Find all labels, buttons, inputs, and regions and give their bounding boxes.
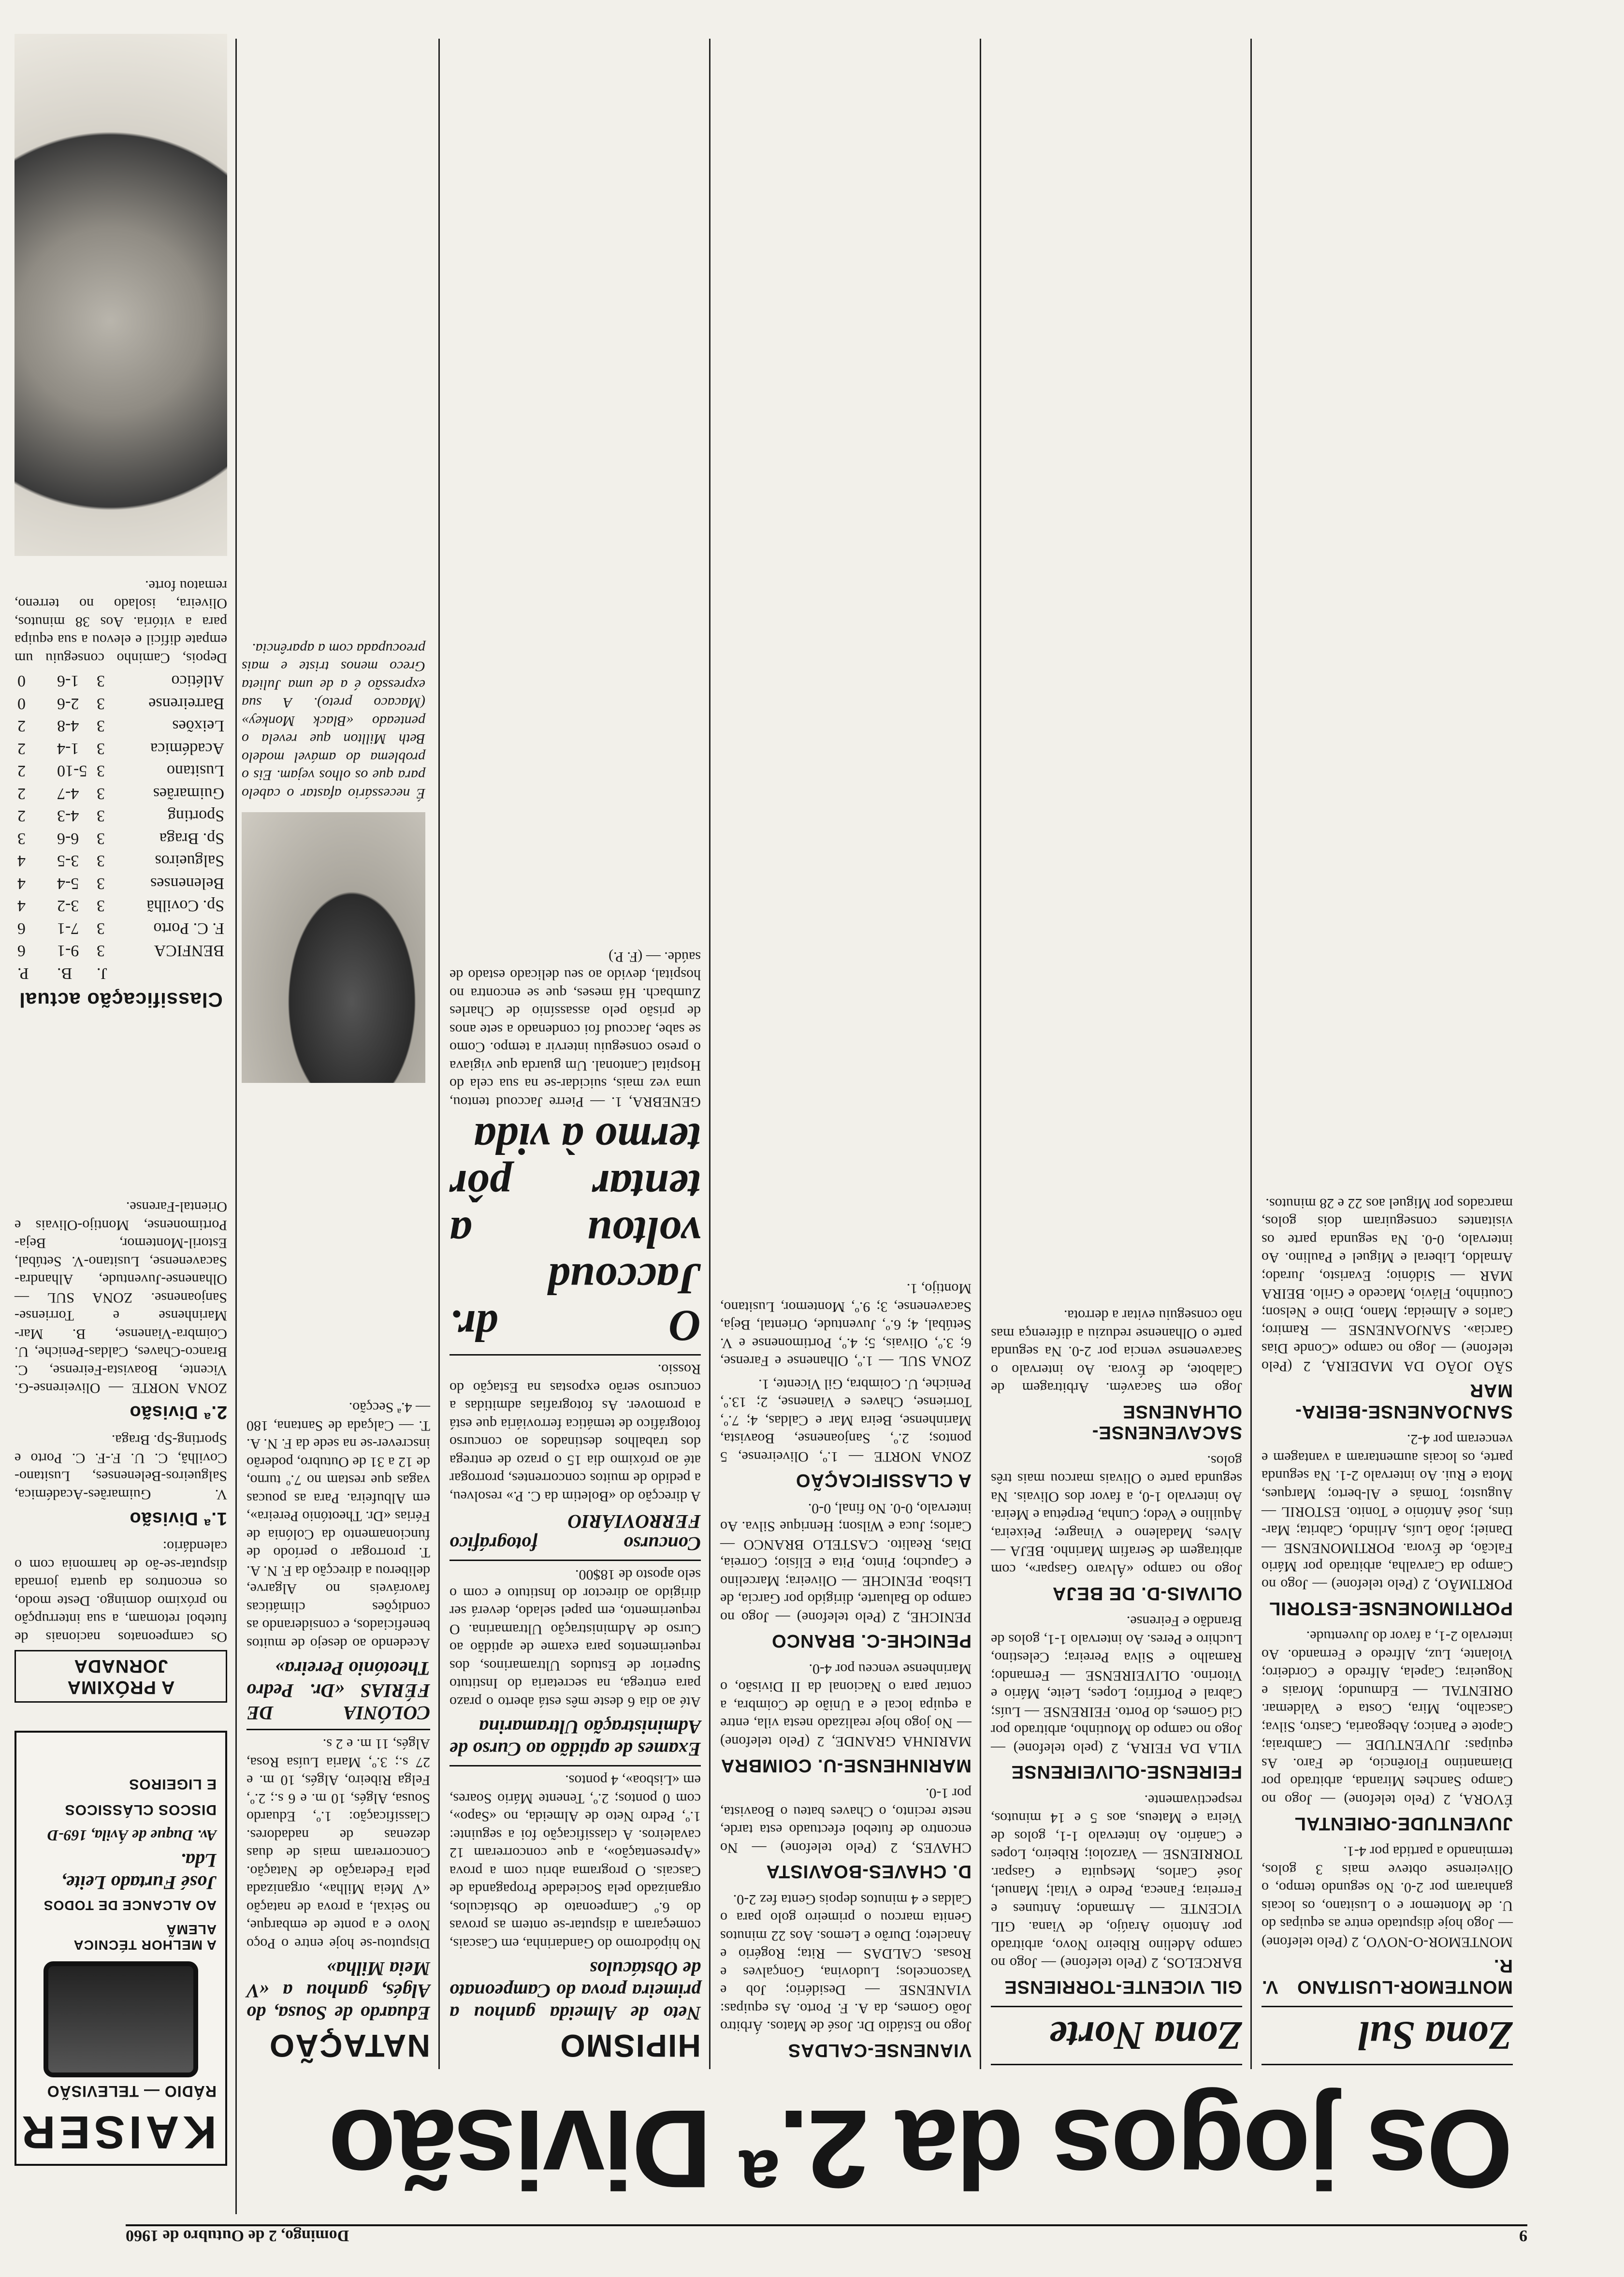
match-text: BARCELOS, 2 (Pelo telefone) — Jogo no campo Adelino Ribeiro Novo, arbitrado por Antonio Araújo, de Viana. GIL VICENTE — Armando; Antunes e Ferreira; Faneca, Pedro e Vital; Manuel, José Carlos, Mesquita e Gaspar. TORRIENSE — Varzoloi; Ribeiro, Lopes e Canário. Ao intervalo 1-1, golos de Vieira e Mateus, aos 5 e 14 minutos, respectivamente. — [991, 1792, 1242, 1971]
colonia-text: Acedendo ao desejo de muitos beneficiados, e considerando as condições climáticas favoráveis no Algarve, deliberou a direcção da F. N. A. T. prorrogar o período de funcionamento da Colónia de Férias «Dr. Theotónio Pereira», em Albufeira. Para as poucas vagas que restam no 7.º turno, de 12 a 31 de Outubro, poderão inscrever-se na sede da F. N. A. T. — Calçada de Santana, 180 — 4.ª Secção. — [246, 1400, 430, 1651]
match-text: PORTIMÃO, 2 (Pelo telefone) — Jogo no Campo da Carvalha, arbitrado por Mário Falcão, de Évora. PORTIMONENSE — Daniel; João Luís, Arlindo, Cabrita; Mar-tins, José António e Tonito. ESTORIL — Augusto; Tomás e Al-berto; Marques, Mota e Rui. Ao intervalo 2-1. Na segunda parte, os locais aumentaram a vantagem e venceram por 4-2. — [1262, 1431, 1513, 1593]
table-cell: 1-4 — [57, 739, 79, 758]
table-header-row — [14, 962, 227, 984]
middle-column — [720, 1275, 972, 2069]
jaccoud-title: O dr. Jaccoud voltou a tentar pôr termo à vida — [450, 1114, 701, 1351]
kaiser-line3: DISCOS CLÁSSICOS — [64, 1801, 217, 1818]
table-body — [14, 670, 227, 962]
table-cell: 6 — [17, 919, 26, 937]
kaiser-advertisement — [14, 1731, 227, 2166]
jornada-title: A PRÓXIMA JORNADA — [14, 1650, 227, 1703]
table-cell: 3-5 — [57, 852, 79, 870]
table-cell: Lusitano — [167, 762, 224, 780]
match-text: Jogo no campo «Álvaro Gaspar», com arbitragem de Serafim Marinho. BEJA — Alves, Madaleno e Vinagre; Peixeira, Aquilino e Vedo; Cunha, Perpétua e Meira. Ao intervalo 1-0, a favor dos Olivais. Na segunda parte o Olivais marcou mais três golos. — [991, 1452, 1242, 1577]
table-row — [14, 827, 227, 849]
natacao-text: Disputou-se hoje entre o Poço Novo e a ponte de embarque, no Seixal, a prova de natação «V Meia Milha», organizada pela Federação de Natação. Concorreram mais de duas dezenas de nadadores. Classificação: 1.º, Eduardo Sousa, Algés, 10 m. e 6 s.; 2.º, Felga Ribeiro, Algés, 10 m. e 27 s.; 3.º, Maria Luísa Rosa, Algés, 11 m. e 2 s. — [246, 1736, 430, 1952]
proxima-jornada-block — [14, 1193, 227, 1711]
div2-title: 2.ª Divisão — [129, 1401, 227, 1422]
match-title: OLIVAIS-D. DE BEJA — [1052, 1583, 1242, 1604]
table-cell: 3 — [97, 829, 105, 847]
features-column — [450, 943, 701, 2069]
jornada-intro: Os campeonatos nacionais de futebol retomam, a sua interrupção no próximo domingo. Deste modo, os encontros da quarta jornada disputar-se-ão de harmonia com o calendário: — [14, 1538, 227, 1645]
table-cell: 1-6 — [57, 672, 79, 690]
kaiser-address: Av. Duque de Ávila, 169-D — [47, 1826, 217, 1844]
main-headline: Os jogos da 2.ª Divisão — [330, 2087, 1513, 2211]
table-row — [14, 737, 227, 759]
table-row — [14, 715, 227, 737]
match-text: Jogo no Estádio Dr. José de Matos. Árbitro João Gomes, da A. F. Porto. As equipas: VIANENSE — Desidério; Job e Vasconcelos; Ludovina, Gonçalves e Rosas. CALDAS — Rita; Rogério e Anacleto; Durão e Lemos. Aos 22 minutos Genita marcou o primeiro golo para o Caldas e 4 minutos depois Genta fez 2-0. — [720, 1891, 972, 2035]
match-text: MONTEMOR-O-NOVO, 2 (Pelo telefone) — Jogo hoje disputado entre as equipas do U. de Montemor e o Lusitano, os locais ganharam por 2-0. No segundo tempo, o Oliveirense obteve mais 3 golos, terminando a partida por 4-1. — [1262, 1843, 1513, 1950]
table-row — [14, 692, 227, 715]
page-number: 9 — [1519, 2227, 1527, 2245]
table-cell: Barreirense — [148, 694, 224, 713]
photo-caption: É necessário afastar o cabelo para que os olhos vejam. Eis o problema do amável modelo Beth Millton que revela o penteado «Black Monkey» (Macaco preto). A sua expressão é a de uma Julieta Greco menos triste e mais preocupada com a aparência. — [242, 641, 425, 802]
natacao-title: Eduardo de Sousa, do Algés, ganhou a «V Meia Milha» — [246, 1957, 430, 2024]
television-icon — [44, 1961, 198, 2077]
match-text: PENICHE, 2 (Pelo telefone) — Jogo no campo do Baluarte, dirigido por Garcia, de Lisboa. PENICHE — Oliveira; Marcelino e Capucho; Pinto, Pita e Elísio; Correia, Dias, Realito. CASTELO BRANCO — Carlos; Juca e Wilson; Henrique Silva. Ao intervalo, 0-0. No final, 0-0. — [720, 1500, 972, 1625]
table-cell: 4 — [17, 874, 26, 892]
match-text: SÃO JOÃO DA MADEIRA, 2 (Pelo telefone) — Jogo no campo «Conde Dias Garcia». SANJOANENSE — Ramiro; Carlos e Almeida; Mano, Dino e Nelson; Coutinho, Flávio, Macedo e Grilo. BEIRA MAR — Sidónio; Evaristo, Jurado; Arnaldo, Liberal e Miguel e Paulino. Ao intervalo, 0-0. Na segunda parte os visitantes conseguiram dois golos, marcados por Miguel aos 22 e 28 minutos. — [1262, 1195, 1513, 1375]
kaiser-brand: KAISER — [18, 2106, 217, 2158]
table-cell: 2 — [17, 739, 26, 758]
table-row — [14, 917, 227, 939]
natacao-section: NATAÇÃO — [268, 2028, 430, 2064]
classification-table-block — [14, 670, 227, 1020]
table-cell: 2 — [17, 807, 26, 825]
table-cell: 3 — [97, 807, 105, 825]
table-cell: Sp. Braga — [159, 829, 224, 847]
table-cell: 6-6 — [57, 829, 79, 847]
zona-sul-label: Zona Sul — [1262, 2006, 1513, 2065]
table-row — [14, 759, 227, 782]
table-cell: 4 — [17, 852, 26, 870]
table-cell: 3 — [97, 672, 105, 690]
match-text: VILA DA FEIRA, 2 (pelo telefone) — Jogo no campo do Moutinho, arbitrado por Cid Gomes, do Porto. FEIRENSE — Luís; Cabral e Porfírio; Lopes, Leite, Mário e Vitorino. OLIVEIRENSE — Fernando; Ramalho e Silva Pereira; Celestino, Luchiro e Peres. Ao intervalo 1-1, golos de Brandão e Feirense. — [991, 1613, 1242, 1756]
table-row — [14, 804, 227, 827]
photo-caption-block — [242, 635, 425, 803]
divider — [246, 1729, 430, 1730]
classification-title: A CLASSIFICAÇÃO — [795, 1470, 972, 1491]
match-title: MONTEMOR-LUSITANO V. R. — [1262, 1956, 1513, 1997]
column-rule — [235, 39, 237, 2214]
table-cell: 3 — [97, 694, 105, 713]
table-cell: 3 — [97, 874, 105, 892]
jaccoud-text: GENEBRA, 1. — Pierre Jaccoud tentou, uma vez mais, suicidar-se na sua cela do Hospital Cantonal. Um guarda que vigiava o preso conseguiu intervir a tempo. Como se sabe, Jaccoud foi condenado a sete anos de prisão pelo assassínio de Charles Zumbach. Há meses, que se encontra no hospital, devido ao seu delicado estado de saúde. — (F. P.) — [450, 949, 701, 1110]
concurso-text: A direcção do «Boletim da C. P.» resolveu, a pedido de muitos concorrentes, prorrogar até ao próximo dia 15 o prazo de entrega dos trabalhos destinados ao concurso fotográfico de temática ferroviária que está a promover. As fotografias admitidas a concurso serão expostas na Estação do Rossio. — [450, 1361, 701, 1504]
table-cell: F. C. Porto — [153, 919, 224, 937]
table-cell: 0 — [17, 672, 26, 690]
hipismo-section: HIPISMO — [559, 2028, 701, 2064]
table-cell: 3 — [97, 852, 105, 870]
table-header — [133, 962, 227, 984]
table-cell: 3 — [97, 717, 105, 735]
table-title: Classificação actual — [19, 989, 223, 1011]
zona-norte-column — [991, 1301, 1242, 2069]
page-header — [126, 2224, 1527, 2255]
table-cell: BENFICA — [154, 942, 224, 960]
column-rule — [438, 39, 440, 2069]
match-text: MARINHA GRANDE, 2 (Pelo telefone) — No jogo hoje realizado nesta vila, entre a equipa local e a União de Coimbra, a contar para o Nacional da II Divisão, o Marinhense venceu por 4-0. — [720, 1661, 972, 1750]
colonia-title: COLÓNIA DE FÉRIAS «Dr. Pedro Theotónio Pereira» — [246, 1657, 430, 1724]
table-cell: 3 — [97, 919, 105, 937]
table-cell: 4-8 — [57, 717, 79, 735]
classification-norte: ZONA NORTE — 1.º, Oliveirense, 5 pontos; 2.º, Sanjoanense, Boavista, Marinhense, Beira Mar e Caldas, 4; 7.º, Torriense, Chaves e Vianense, 2; 13.º, Peniche, U. Coimbra, Gil Vicente, 1. — [720, 1376, 972, 1465]
table-row — [14, 670, 227, 692]
kaiser-line2: AO ALCANCE DE TODOS — [43, 1898, 217, 1913]
table-cell: 2 — [17, 717, 26, 735]
match-title: JUVENTUDE-ORIENTAL — [1294, 1813, 1513, 1834]
match-title: SANJOANENSE-BEIRA-MAR — [1295, 1380, 1513, 1422]
table-cell: Guimarães — [153, 784, 224, 803]
hipismo-text: No hipódromo do Gandarinha, em Cascais, começaram a disputar-se ontem as provas do 6.º Campeonato de Obstáculos, organizado pela Sociedade Propaganda de Cascais. O programa abriu com a prova «Apresentação», a que concorreram 12 cavaleiros. A classificação foi a seguinte: 1.º, Pedro Neto de Almeida, no «Sapo», com 0 pontos; 2.º, Tenente Mário Soares, em «Lisboa», 4 pontos. — [450, 1772, 701, 1952]
exames-title: Exames de aptidão ao Curso de Administração Ultramarina — [450, 1716, 701, 1760]
table-cell: 3 — [97, 942, 105, 960]
table-cell: 5-4 — [57, 874, 79, 892]
match-title: PENICHE-C. BRANCO — [771, 1631, 972, 1651]
table-cell: 2 — [17, 762, 26, 780]
right-column — [246, 1394, 430, 2069]
table-cell: 3 — [97, 897, 105, 915]
table-header: J. — [97, 964, 107, 982]
column-rule — [709, 39, 710, 2069]
table-cell: 3 — [97, 762, 105, 780]
classification-table — [14, 670, 227, 984]
match-title: VIANENSE-CALDAS — [787, 2040, 972, 2060]
divider — [450, 1354, 701, 1356]
div1-text: V. Guimarães-Académica, Salgueiros-Belenenses, Lusitano-Covilhã, C. U. F.-F. C. Porto e Sporting-Sp. Braga. — [14, 1432, 227, 1503]
column-rule — [980, 39, 981, 2069]
table-cell: Sporting — [167, 807, 224, 825]
table-cell: 3 — [17, 829, 26, 847]
bottom-story-block — [14, 572, 227, 668]
match-title: GIL VICENTE-TORRIENSE — [1004, 1977, 1242, 1997]
divider — [450, 1560, 701, 1561]
table-cell: Belenenses — [150, 874, 224, 892]
div2-text: ZONA NORTE — Oliveirense-G. Vicente, Boavista-Feirense, C. Branco-Chaves, Caldas-Peniche, U. Coimbra-Vianense, B. Mar-Marinhense e Torriense-Sanjoanense. ZONA SUL — Olhanense-Juventude, Alhandra-Sacavenense, Lusitano-V. Setúbal, Estoril-Montemor, Beja-Portimonense, Montijo-Olivais e Oriental-Farense. — [14, 1199, 227, 1397]
classification-sul: ZONA SUL — 1.º, Olhanense e Farense, 6; 3.º, Olivais, 5; 4.º, Portimonense e V. Setúbal, 4; 6.º, Juventude, Oriental, Beja, Sacavenense, 3; 9.º, Montemor, Lusitano, Montijo, 1. — [720, 1281, 972, 1370]
table-cell: 9-1 — [57, 942, 79, 960]
div1-title: 1.ª Divisão — [129, 1508, 227, 1529]
table-row — [14, 872, 227, 894]
football-photo — [14, 34, 227, 556]
match-title: MARINHENSE-U. COIMBRA — [720, 1755, 972, 1776]
table-header: B. — [57, 964, 72, 982]
concurso-title: Concurso fotográfico FERROVIÁRIO — [450, 1510, 701, 1555]
match-text: ÉVORA, 2 (Pelo telefone) — Jogo no Campo Sanches Miranda, arbitrado por Diamantino Florêncio, de Faro. As equipas: JUVENTUDE — Cambraia; Capote e Panico; Abegoaria, Castro, Silva; Cascalho, Mira, Costa e Valdemar. ORIENTAL — Edmundo; Morais e Nogueira; Capela, Alfredo e Cordeiro; Violante, Luz, Alfredo e Fernando. Ao intervalo 2-1, a favor do Juventude. — [1262, 1628, 1513, 1808]
match-title: FEIRENSE-OLIVEIRENSE — [1011, 1762, 1242, 1782]
divider — [450, 1765, 701, 1766]
page-date: Domingo, 2 de Outubro de 1960 — [126, 2227, 349, 2245]
table-row — [14, 894, 227, 917]
zona-sul-column — [1262, 1189, 1513, 2069]
match-title: PORTIMONENSE-ESTORIL — [1269, 1598, 1513, 1619]
kaiser-tagline: RÁDIO — TELEVISÃO — [46, 2083, 217, 2100]
table-header: P. — [17, 964, 29, 982]
table-cell: Leixões — [172, 717, 224, 735]
table-cell: 3 — [97, 784, 105, 803]
table-row — [14, 849, 227, 872]
match-text: Jogo em Sacavém. Arbitragem de Calabote, de Évora. Ao intervalo o Sacavenense vencia por 2-0. Na segunda parte o Olhanense reduziu a diferença mas não conseguiu evitar a derrota. — [991, 1307, 1242, 1396]
match-text: CHAVES, 2 (Pelo telefone) — No encontro de futebol efectuado esta tarde, neste recinto, o Chaves bateu o Boavista, por 1-0. — [720, 1785, 972, 1856]
bottom-story-text: Depois, Caminho conseguiu um empate difícil e elevou a sua equipa para a vitória. Aos 38 minutos, Oliveira, isolado no terreno, rematou forte. — [14, 578, 227, 666]
table-cell: 2 — [17, 784, 26, 803]
table-cell: 3 — [97, 739, 105, 758]
match-title: D. CHAVES-BOAVISTA — [766, 1861, 972, 1882]
table-cell: 7-1 — [57, 919, 79, 937]
zona-norte-label: Zona Norte — [991, 2006, 1242, 2065]
column-rule — [1250, 39, 1252, 2069]
table-cell: 4 — [17, 897, 26, 915]
table-cell: 2-6 — [57, 694, 79, 713]
table-cell: Atlético — [171, 672, 224, 690]
table-row — [14, 939, 227, 962]
table-cell: Salgueiros — [155, 852, 224, 870]
kaiser-company: José Furtado Leite, Lda. — [61, 1849, 217, 1894]
table-cell: Académica — [150, 739, 224, 758]
table-cell: 3-2 — [57, 897, 79, 915]
hipismo-title: Neto de Almeida ganhou a primeira prova do Campeonato de Obstáculos — [450, 1957, 701, 2024]
table-cell: 4-3 — [57, 807, 79, 825]
table-cell: 4-7 — [57, 784, 79, 803]
table-row — [14, 782, 227, 804]
kaiser-line4: E LIGEIROS — [129, 1776, 217, 1793]
table-cell: Sp. Covilhã — [146, 897, 224, 915]
match-title: SACAVENENSE-OLHANENSE — [1091, 1401, 1242, 1443]
kaiser-line1: A MELHOR TÉCNICA ALEMÃ — [73, 1922, 217, 1953]
table-cell: 6 — [17, 942, 26, 960]
model-photo — [242, 812, 425, 1083]
table-cell: 0 — [17, 694, 26, 713]
table-cell: 5-10 — [57, 762, 87, 780]
exames-text: Até ao dia 6 deste mês está aberto o prazo para entrega, na secretaria do Instituto Superior de Estudos Ultramarinos, dos requerimentos para exame de aptidão ao Curso de Administração Ultramarina. O requerimento, em papel selado, deverá ser dirigido ao director do Instituto e com o selo aposto de 18$00. — [450, 1567, 701, 1710]
